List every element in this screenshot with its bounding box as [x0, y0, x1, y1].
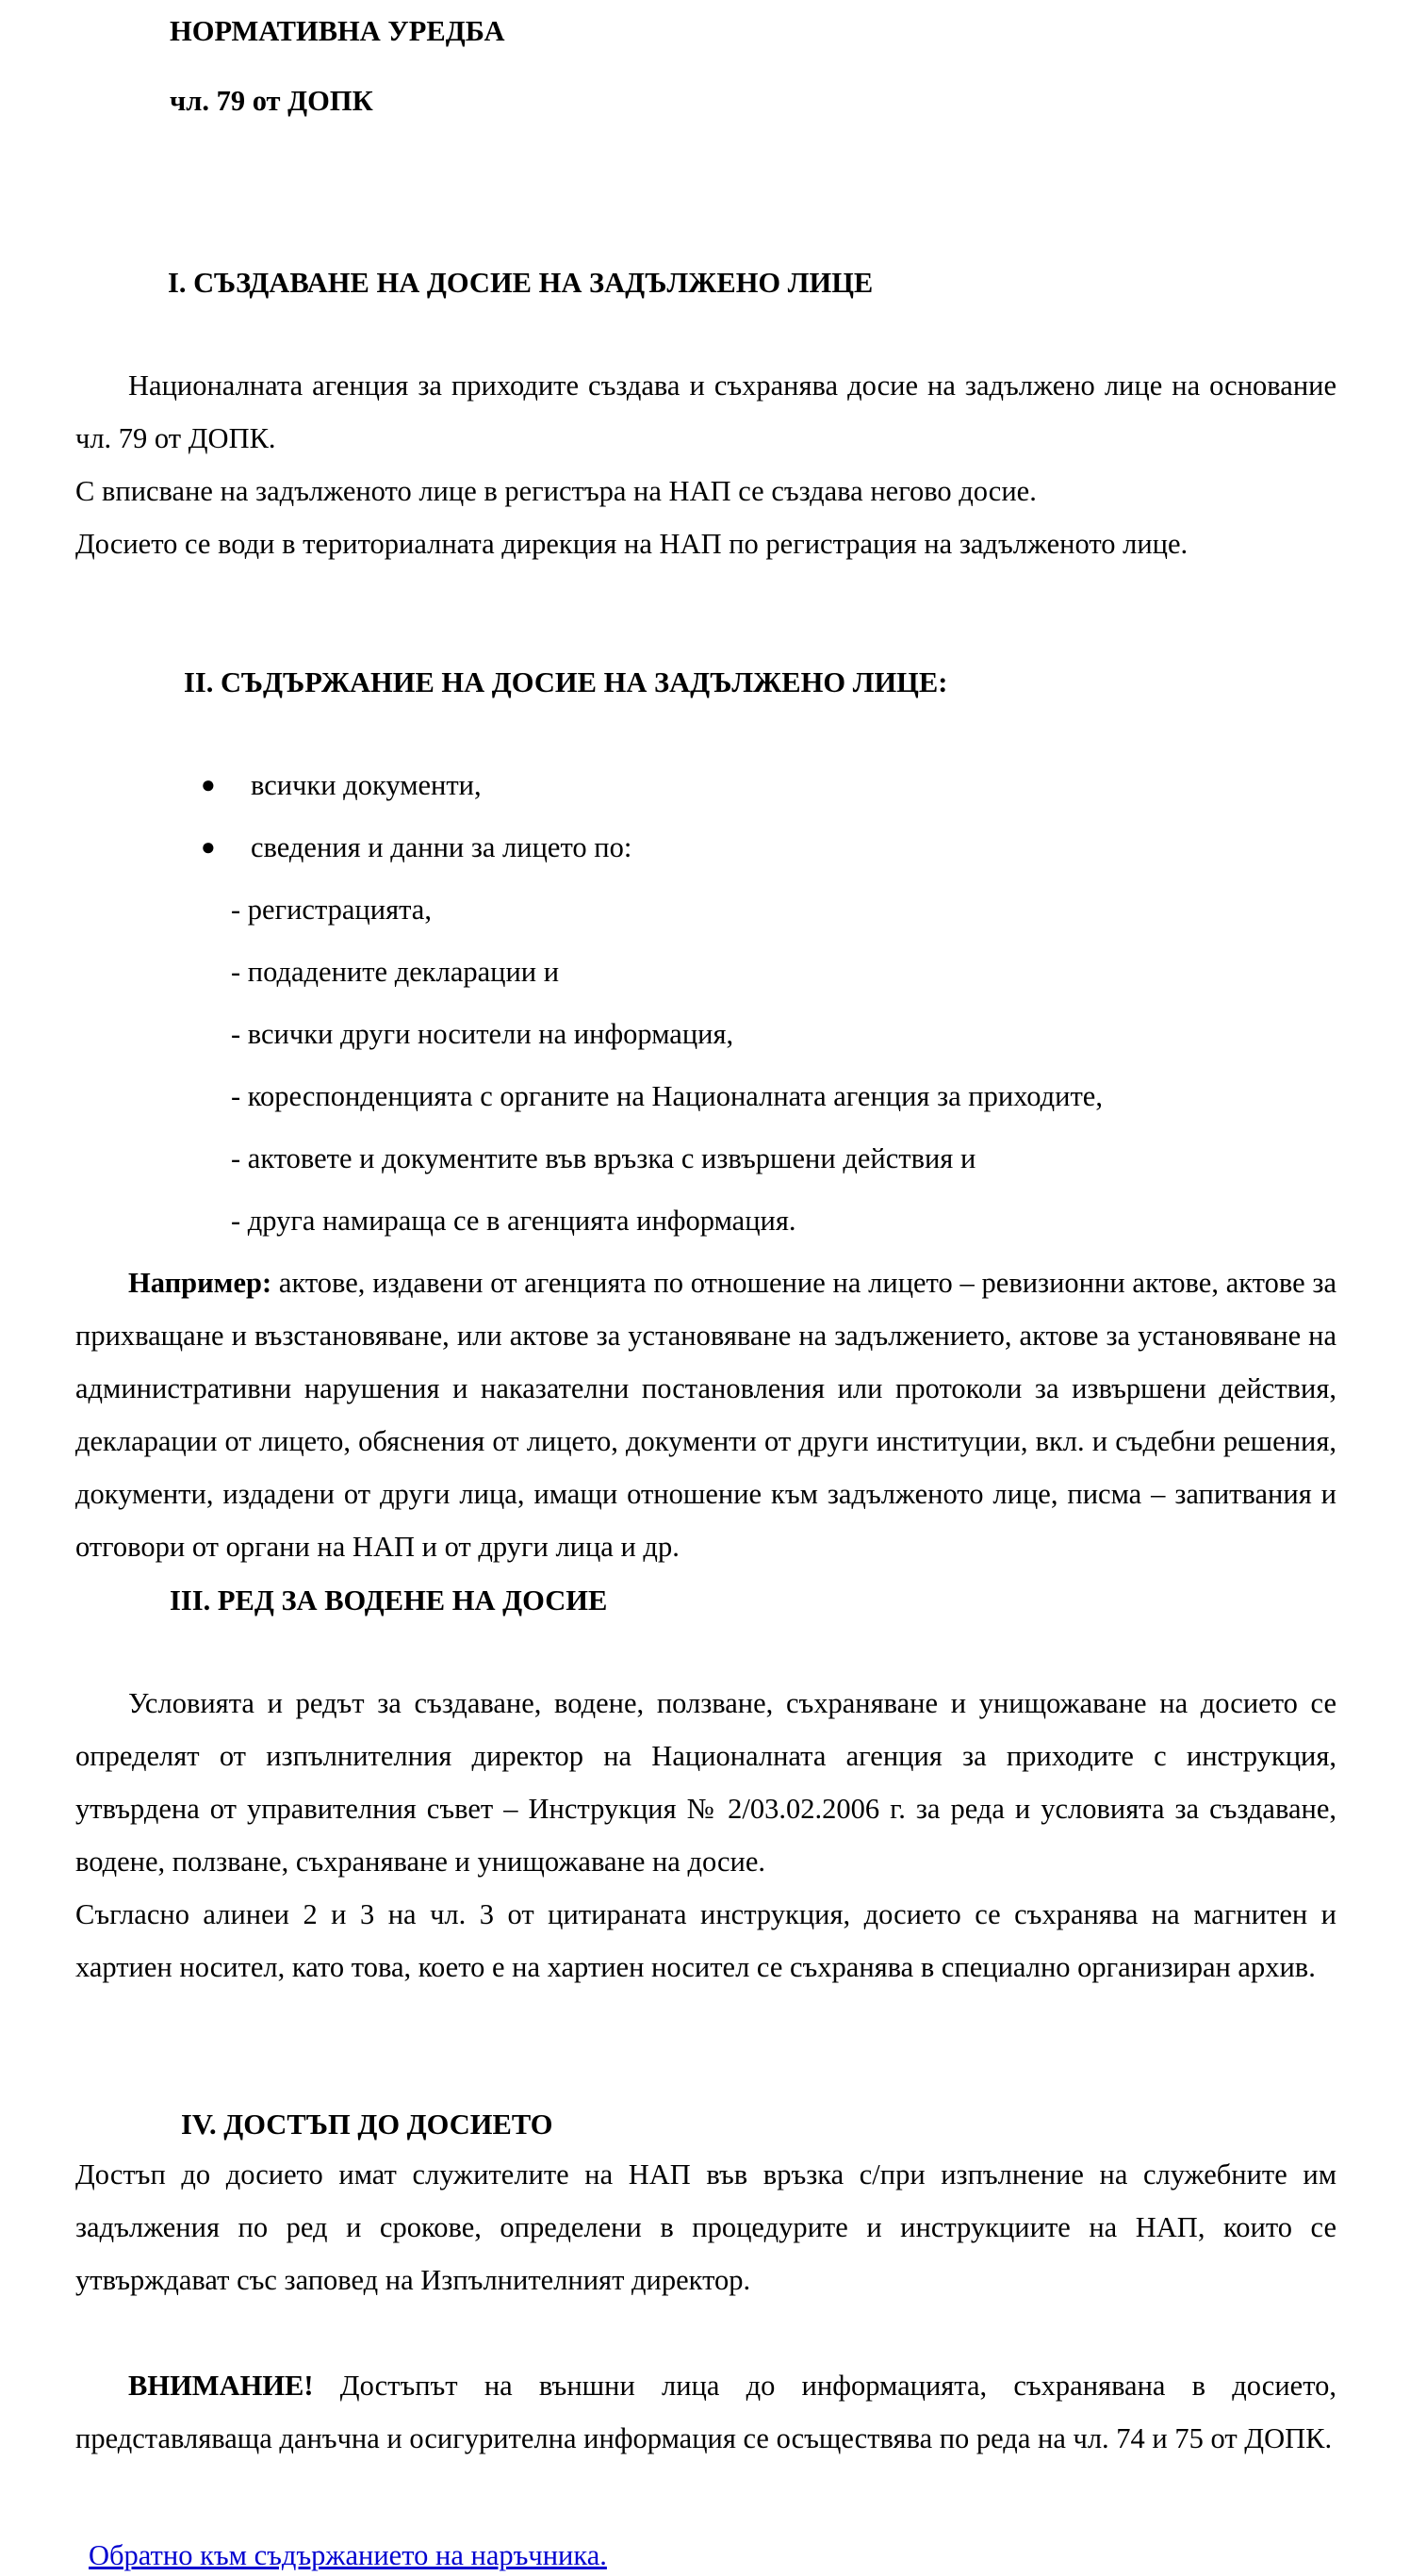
example-paragraph: [75, 1256, 1336, 1573]
bullet-dot-icon: ●: [201, 771, 216, 798]
section-1-paragraph-3: Досието се води в териториалната дирекция на НАП по регистрация на задълженото лице.: [75, 528, 1189, 560]
list-item: - всички други носители на информация,: [231, 1018, 734, 1050]
list-item-label: всички документи,: [251, 769, 482, 801]
spacer: [75, 570, 1336, 602]
section-4-paragraph-1: Достъп до досието имат служителите на НАП във връзка с/при изпълнение на служебните им задължения по ред и срокове, определени в процедурите и инструкциите на НАП, които се утвърждават със заповед на Изпълнителният директор.: [75, 2158, 1336, 2296]
list-item: - актовете и документите във връзка с извършени действия и: [231, 1142, 976, 1174]
notice-body: Достъпът на външни лица до информацията, съхранявана в досието, представляваща данъчна и осигурителна информация се осъществява по реда на чл. 74 и 75 от ДОПК.: [75, 2370, 1336, 2454]
list-item: - кореспонденцията с органите на Националната агенция за приходите,: [231, 1080, 1103, 1112]
section-heading-3: III. РЕД ЗА ВОДЕНЕ НА ДОСИЕ: [170, 1584, 608, 1616]
spacer: [75, 2306, 1336, 2359]
list-item: - регистрацията,: [231, 894, 432, 926]
content-dash-list: [75, 883, 1336, 1247]
section-3-paragraph-1: Условията и редът за създаване, водене, ползване, съхраняване и унищожаване на досието се определят от изпълнителния директор на Националната агенция за приходите с инструкция, утвърдена от управителния съвет – Инструкция № 2/03.02.2006 г. за реда и условията за създаване, водене, ползване, съхраняване и унищожаване на досие.: [75, 1687, 1336, 1878]
content-bullet-list: [75, 759, 1336, 874]
section-3-paragraph-2: Съгласно алинеи 2 и 3 на чл. 3 от цитираната инструкция, досието се съхранява на магнитен и хартиен носител, като това, което е на хартиен носител се съхранява в специално организиран архив.: [75, 1898, 1336, 1983]
spacer: [75, 1994, 1336, 2046]
section-heading-2: II. СЪДЪРЖАНИЕ НА ДОСИЕ НА ЗАДЪЛЖЕНО ЛИЦЕ:: [184, 666, 948, 698]
example-body: актове, издавени от агенцията по отношение на лицето – ревизионни актове, актове за прихващане и възстановяване, или актове за установяване на задължението, актове за установяване на административни нарушения и наказателни постановления или протоколи за извършени действия, декларации от лицето, обяснения от лицето, документи от други институции, вкл. и съдебни решения, документи, издадени от други лица, имащи отношение към задълженото лице, писма – запитвания и отговори от органи на НАП и от други лица и др.: [75, 1267, 1336, 1563]
example-label: Например:: [128, 1267, 272, 1299]
list-item: - друга намираща се в агенцията информация.: [231, 1205, 796, 1237]
back-to-contents-link[interactable]: Обратно към съдържанието на наръчника.: [89, 2539, 607, 2571]
document-title-line-1: НОРМАТИВНА УРЕДБА: [170, 15, 505, 47]
notice-label: ВНИМАНИЕ!: [128, 2370, 314, 2402]
notice-paragraph: [75, 2359, 1336, 2465]
footer-link-container: [75, 2535, 1336, 2576]
section-1-paragraph-1: Националната агенция за приходите създава и съхранява досие на задължено лице на основание чл. 79 от ДОПК.: [75, 369, 1336, 454]
section-heading-1: I. СЪЗДАВАНЕ НА ДОСИЕ НА ЗАДЪЛЖЕНО ЛИЦЕ: [168, 267, 874, 299]
list-item: - подадените декларации и: [231, 956, 560, 988]
spacer: [75, 127, 1336, 208]
bullet-dot-icon: ●: [201, 833, 216, 861]
section-1-paragraph-2: С вписване на задълженото лице в регистъра на НАП се създава негово досие.: [75, 475, 1037, 507]
list-item: [75, 821, 1336, 874]
spacer: [75, 1624, 1336, 1677]
list-item: [75, 759, 1336, 812]
document-title-block: [75, 0, 1336, 127]
list-item-label: сведения и данни за лицето по:: [251, 831, 632, 863]
section-heading-4: IV. ДОСТЪП ДО ДОСИЕТО: [181, 2108, 553, 2141]
spacer: [75, 706, 1336, 759]
spacer: [75, 306, 1336, 359]
document-title-line-2: чл. 79 от ДОПК: [170, 85, 373, 117]
